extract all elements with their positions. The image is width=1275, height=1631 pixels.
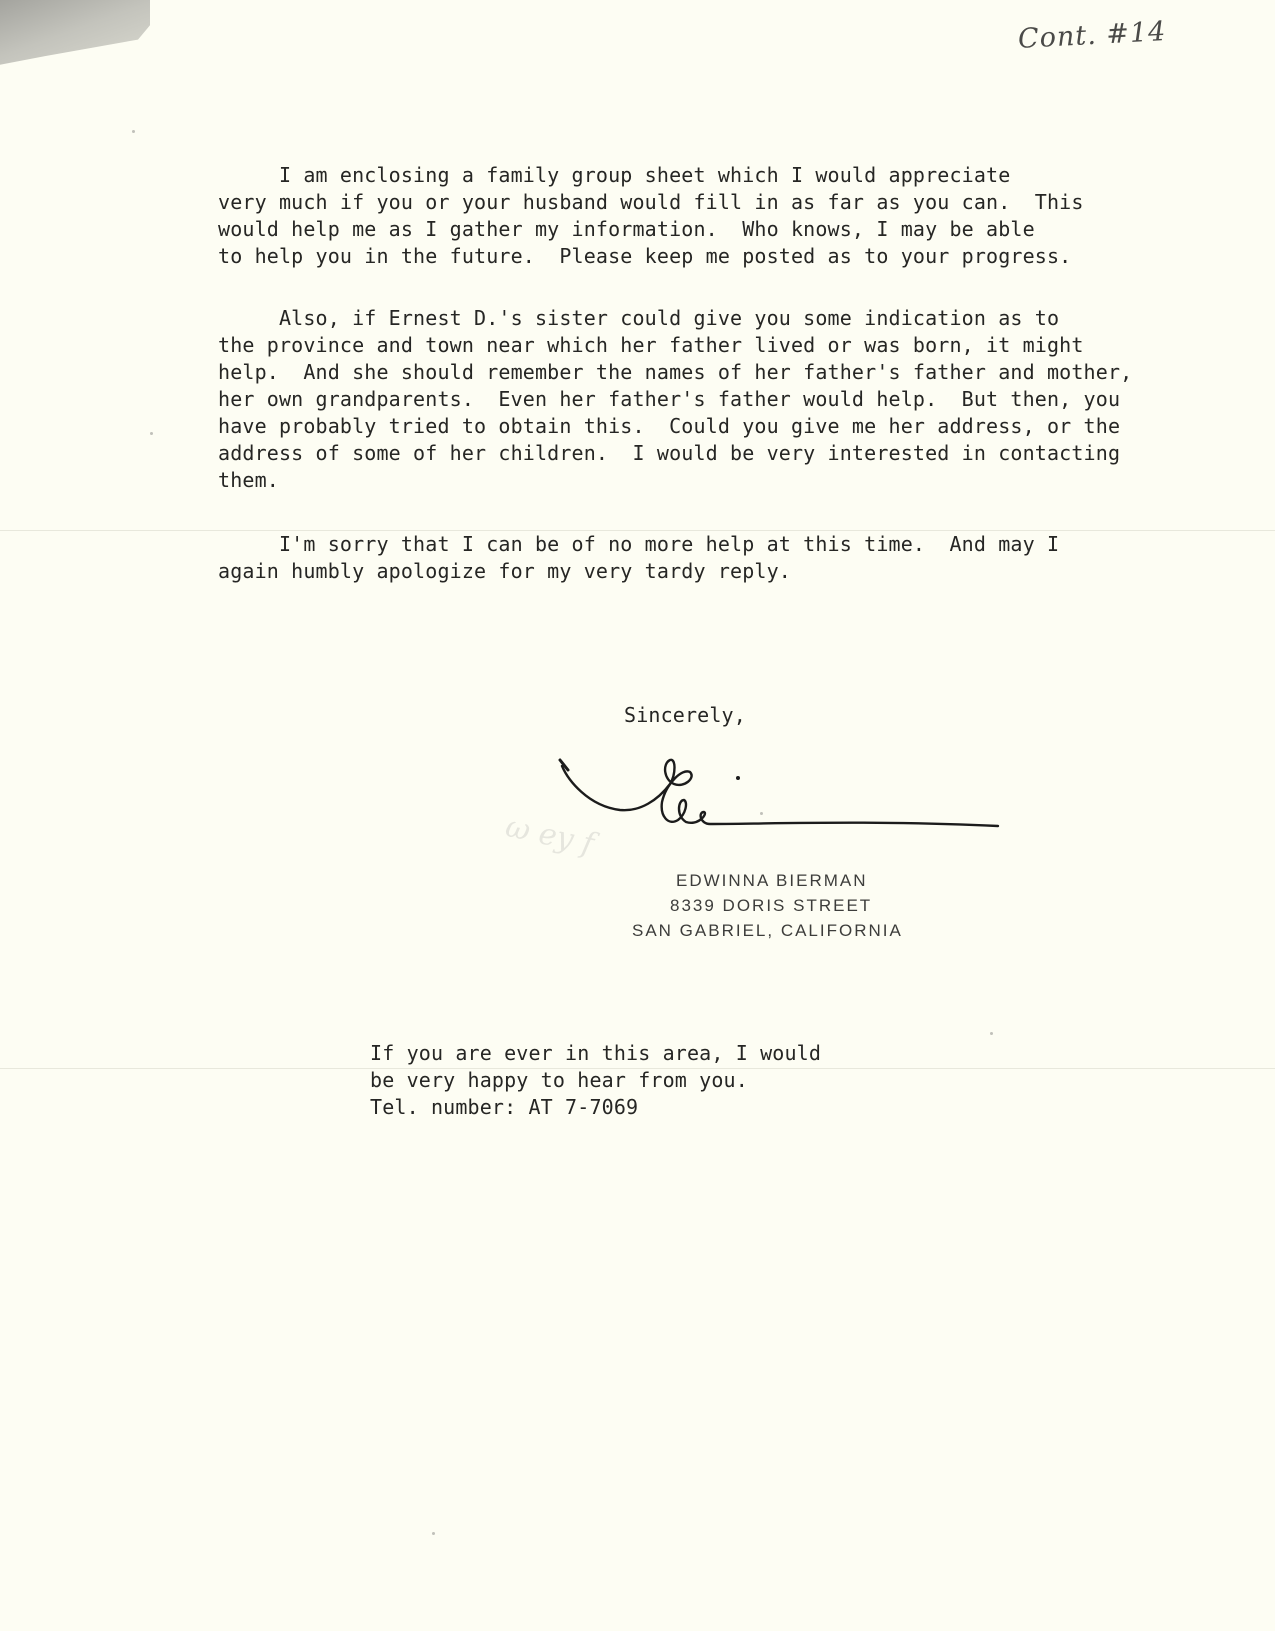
letterhead-street: 8339 DORIS STREET [670, 896, 873, 915]
body-paragraph-3: I'm sorry that I can be of no more help at this time. And may I again humbly apologize for my very tardy reply. [218, 532, 1060, 583]
handwritten-corner-note: Cont. #14 [1017, 16, 1168, 55]
letterhead-name: EDWINNA BIERMAN [676, 871, 868, 890]
letterhead-city: SAN GABRIEL, CALIFORNIA [632, 921, 903, 940]
signature-mark [558, 740, 1038, 850]
body-paragraph-2: Also, if Ernest D.'s sister could give you some indication as to the province and town near which her father lived or was born, it might help. And she should remember the names of her father's father and mother, her own grandparents. Even her father's father would help. But then, you have probably tried to obtain this. Could you give me her address, or the address of some of her children. I would be very interested in contacting them. [218, 306, 1133, 492]
folded-corner [0, 0, 150, 72]
ink-bleed-through: ω ey f [502, 809, 598, 862]
closing-salutation: Sincerely, [624, 703, 746, 727]
body-paragraph-1: I am enclosing a family group sheet which I would appreciate very much if you or your husband would fill in as far as you can. This would help me as I gather my information. Who knows, I may be able to help you in the future. Please keep me posted as to your progress. [218, 163, 1084, 268]
letterhead-stamp [632, 868, 903, 943]
postscript: If you are ever in this area, I would be very happy to hear from you. Tel. number: AT 7-7069 [370, 1041, 822, 1119]
